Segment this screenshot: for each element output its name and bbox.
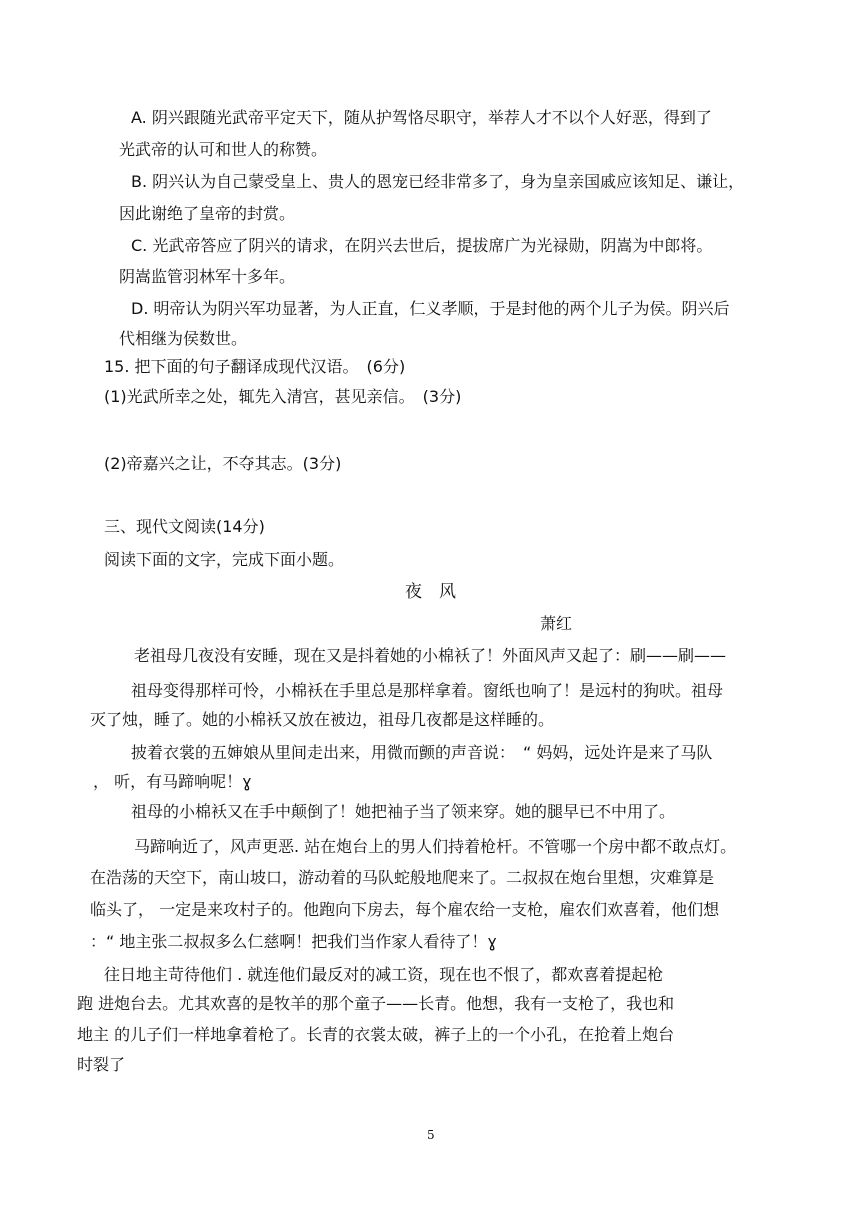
question-15-sub-2: (2)帝嘉兴之让，不夺其志。(3分) (104, 454, 342, 473)
article-line: 在浩荡的天空下，南山坡口，游动着的马队蛇般地爬来了。二叔叔在炮台里想，灾难算是 (90, 868, 715, 887)
section-3-instruction: 阅读下面的文字，完成下面小题。 (104, 550, 345, 569)
article-line: 马蹄响近了，风声更恶. 站在炮台上的男人们持着枪杆。不管哪一个房中都不敢点灯。 (134, 837, 737, 856)
option-b-line-1: B. 阴兴认为自己蒙受皇上、贵人的恩宠已经非常多了，身为皇亲国戚应该知足、谦让， (131, 172, 745, 191)
article-author: 萧红 (540, 614, 573, 633)
article-line: 祖母的小棉袄又在手中颠倒了！她把袖子当了领来穿。她的腿早已不中用了。 (131, 802, 676, 821)
option-d-line-2: 代相继为侯数世。 (119, 329, 248, 348)
article-line: 往日地主苛待他们 . 就连他们最反对的减工资，现在也不恨了，都欢喜着提起枪 (104, 965, 664, 984)
page-number: 5 (427, 1128, 435, 1142)
option-a-line-1: A. 阴兴跟随光武帝平定天下，随从护驾恪尽职守，举荐人才不以个人好恶，得到了 (131, 108, 712, 127)
section-3-heading: 三、现代文阅读(14分) (104, 517, 265, 536)
option-b-line-2: 因此谢绝了皇帝的封赏。 (119, 204, 296, 223)
article-line: 披着衣裳的五婶娘从里间走出来，用微而颤的声音说： “ 妈妈，远处许是来了马队 (131, 743, 713, 762)
option-a-line-2: 光武帝的认可和世人的称赞。 (119, 140, 328, 159)
option-c-line-1: C. 光武帝答应了阴兴的请求，在阴兴去世后，提拔席广为光禄勋，阴嵩为中郎将。 (131, 236, 713, 255)
article-line: 地主 的儿子们一样地拿着枪了。长青的衣裳太破，裤子上的一个小孔，在抢着上炮台 (77, 1025, 675, 1044)
article-line: 老祖母几夜没有安睡，现在又是抖着她的小棉袄了！外面风声又起了：刷——刷—— (134, 646, 727, 665)
article-line: ， 听，有马蹄响呢！ɣ (93, 772, 252, 791)
article-line: 灭了烛，睡了。她的小棉袄又放在被边，祖母几夜都是这样睡的。 (90, 710, 555, 729)
article-line: 临头了， 一定是来攻村子的。他跑向下房去，每个雇农给一支枪，雇农们欢喜着，他们想 (90, 900, 720, 919)
article-line: 跑 进炮台去。尤其欢喜的是牧羊的那个童子——长青。他想，我有一支枪了，我也和 (77, 994, 675, 1013)
article-title: 夜 风 (405, 582, 456, 602)
article-line: 祖母变得那样可怜，小棉袄在手里总是那样拿着。窗纸也响了！是远村的狗吠。祖母 (131, 681, 724, 700)
article-line: ：“ 地主张二叔叔多么仁慈啊！把我们当作家人看待了！ɣ (90, 932, 497, 951)
question-15-heading: 15. 把下面的句子翻译成现代汉语。 (6分) (104, 357, 406, 376)
option-c-line-2: 阴嵩监管羽林军十多年。 (119, 267, 296, 286)
question-15-sub-1: (1)光武所幸之处，辄先入清宫，甚见亲信。 (3分) (104, 387, 462, 406)
article-line: 时裂了 (77, 1055, 126, 1074)
option-d-line-1: D. 明帝认为阴兴军功显著，为人正直，仁义孝顺，于是封他的两个儿子为侯。阴兴后 (131, 299, 730, 318)
